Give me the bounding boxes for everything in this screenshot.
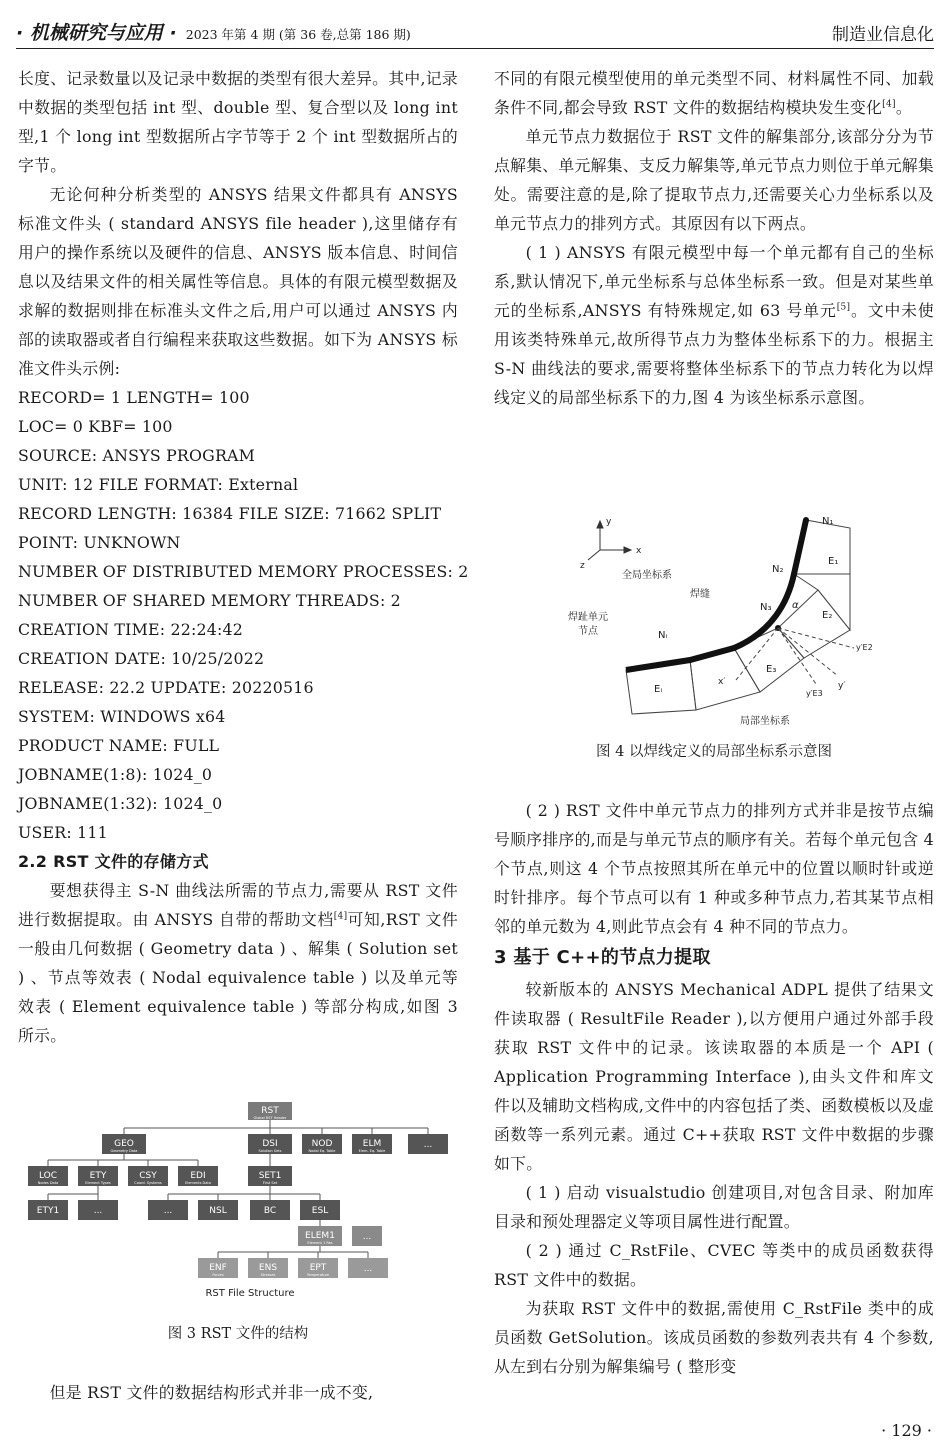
node-label: NSL xyxy=(209,1206,227,1216)
label-y-e3: y′E3 xyxy=(806,689,823,698)
label-e1: E₁ xyxy=(828,556,839,567)
label-toe-element: 焊趾单元 xyxy=(568,612,608,623)
node-more-top xyxy=(408,1134,448,1154)
node-label: ESL xyxy=(311,1206,329,1216)
label-ei: Eᵢ xyxy=(654,684,663,695)
node-label: ELEM1 xyxy=(305,1231,335,1241)
header-rule xyxy=(16,48,934,49)
section-heading-3: 3 基于 C++的节点力提取 xyxy=(494,947,711,968)
label-weld: 焊缝 xyxy=(690,589,710,600)
header-line: UNIT: 12 FILE FORMAT: External xyxy=(18,475,299,494)
label-y-e2: y′E2 xyxy=(856,643,873,652)
node-label: ENF xyxy=(209,1263,227,1273)
paragraph xyxy=(18,876,458,1050)
figure-4-local-coordinate-system xyxy=(560,510,890,735)
header-line: SYSTEM: WINDOWS x64 xyxy=(18,707,226,726)
text-run: 要想获得主 S-N 曲线法所需的节点力,需要从 RST 文件进行数据提取。由 ANSYS 自带的帮助文档 xyxy=(18,881,458,929)
paragraph: ( 2 ) RST 文件中单元节点力的排列方式并非是按节点编号顺序排序的,而是与单元节点的顺序有关。若每个单元包含 4 个节点,则这 4 个节点按照其所在单元中的位置以顺时针或逆时针排序。每个节点可以有 1 种或多种节点力,若其某节点相邻的单元数为 4,则此节点会有 4 种不同的节点力。 xyxy=(494,801,934,936)
local-cs-label: 局部坐标系 xyxy=(740,716,790,727)
label-n1: N₁ xyxy=(822,516,834,527)
node-rst xyxy=(248,1102,292,1120)
header-left xyxy=(16,18,411,45)
right-column xyxy=(494,64,934,412)
weld-line xyxy=(626,520,806,670)
node-label: ENS xyxy=(258,1263,278,1273)
label-x-prime: x′ xyxy=(718,677,726,687)
label-toe-node: 节点 xyxy=(578,626,598,637)
node-sublabel: Solution Sets xyxy=(258,1149,282,1153)
paragraph: ( 1 ) 启动 visualstudio 创建项目,对包含目录、附加库目录和预处理器定义等项目属性进行配置。 xyxy=(494,1183,934,1231)
header-line: PRODUCT NAME: FULL xyxy=(18,736,220,755)
section-category: 制造业信息化 xyxy=(832,25,934,45)
figure-3-rst-structure xyxy=(18,1100,458,1300)
label-e2: E₂ xyxy=(822,610,833,621)
node-set1 xyxy=(248,1166,292,1186)
node-nsl xyxy=(198,1200,238,1220)
header-line: SOURCE: ANSYS PROGRAM xyxy=(18,446,256,465)
header-line: RECORD LENGTH: 16384 FILE SIZE: 71662 SPLIT xyxy=(18,504,442,523)
node-ety1 xyxy=(28,1200,68,1220)
node-label: SET1 xyxy=(258,1171,282,1181)
node-ept xyxy=(298,1258,338,1278)
node-csy xyxy=(128,1166,168,1186)
node-more-res xyxy=(348,1258,388,1278)
node-label: ETY xyxy=(89,1171,107,1181)
header-line: RELEASE: 22.2 UPDATE: 20220516 xyxy=(18,678,314,697)
header-line: RECORD= 1 LENGTH= 100 xyxy=(18,388,250,407)
paragraph xyxy=(494,64,934,122)
global-cs-label: 全局坐标系 xyxy=(622,570,672,581)
label-n3: N₃ xyxy=(760,602,772,613)
header-line: CREATION DATE: 10/25/2022 xyxy=(18,649,265,668)
paragraph: 长度、记录数量以及记录中数据的类型有很大差异。其中,记录中数据的类型包括 int 型、double 型、复合型以及 long int 型,1 个 long int 型数据所占字节等于 2 个 int 型数据所占的字节。 xyxy=(18,69,458,175)
axis-y-label: y xyxy=(606,517,612,527)
node-label: DSI xyxy=(262,1139,278,1149)
paragraph: 为获取 RST 文件中的数据,需使用 C_RstFile 类中的成员函数 GetSolution。该成员函数的参数列表共有 4 个参数,从左到右分别为解集编号 ( 整形变 xyxy=(494,1299,934,1376)
label-y-prime: y′ xyxy=(838,681,846,691)
node-more-ety xyxy=(78,1200,118,1220)
node-sublabel: Nodes Data xyxy=(37,1181,59,1185)
node-label: ... xyxy=(423,1140,433,1150)
node-label: RST xyxy=(261,1106,279,1116)
node-ens xyxy=(248,1258,288,1278)
figure-4-caption: 图 4 以焊线定义的局部坐标系示意图 xyxy=(596,744,832,760)
node-sublabel: Temperature xyxy=(306,1273,330,1277)
citation: [4] xyxy=(882,99,896,110)
node-sublabel: Geometry Data xyxy=(110,1149,138,1153)
citation: [5] xyxy=(836,302,851,313)
text-run: 可知,RST 文件一般由几何数据 ( Geometry data ) 、解集 ( Solution set ) 、节点等效表 ( Nodal equivalence table ) 以及单元等效表 ( Element equivalence table ) 等部分构成,如图 3 所示。 xyxy=(18,910,458,1045)
header-line: JOBNAME(1:8): 1024_0 xyxy=(18,765,213,784)
axis-x-label: x xyxy=(636,546,642,556)
node-label: CSY xyxy=(139,1171,157,1181)
node-label: ... xyxy=(362,1232,372,1242)
file-header-example xyxy=(18,383,469,847)
journal-name: · 机械研究与应用 · xyxy=(16,22,177,44)
header-line: NUMBER OF DISTRIBUTED MEMORY PROCESSES: 2 xyxy=(18,562,469,581)
node-nod xyxy=(302,1134,342,1154)
node-sublabel: Forces xyxy=(212,1273,224,1277)
header-line: JOBNAME(1:32): 1024_0 xyxy=(18,794,223,813)
paragraph: 但是 RST 文件的数据结构形式并非一成不变, xyxy=(49,1383,374,1402)
node-sublabel: Stresses xyxy=(260,1273,276,1277)
header-line: USER: 111 xyxy=(18,823,108,842)
node-label: EDI xyxy=(190,1171,206,1181)
node-label: ETY1 xyxy=(36,1206,60,1216)
label-ni: Nᵢ xyxy=(658,630,668,641)
node-edi xyxy=(178,1166,218,1186)
issue-info: 2023 年第 4 期 (第 36 卷,总第 186 期) xyxy=(185,27,411,42)
page-number: · 129 · xyxy=(881,1421,932,1440)
node-label: NOD xyxy=(311,1139,333,1149)
citation: [4] xyxy=(333,911,348,922)
header-line: LOC= 0 KBF= 100 xyxy=(18,417,173,436)
node-label: GEO xyxy=(114,1139,134,1149)
left-column-tail xyxy=(18,1378,458,1407)
node-bc xyxy=(250,1200,290,1220)
figure-3-caption: 图 3 RST 文件的结构 xyxy=(167,1326,309,1342)
header-line: NUMBER OF SHARED MEMORY THREADS: 2 xyxy=(18,591,401,610)
node-sublabel: Global RST Header xyxy=(253,1116,287,1120)
left-column xyxy=(18,64,469,1050)
paragraph: 无论何种分析类型的 ANSYS 结果文件都具有 ANSYS 标准文件头 ( standard ANSYS file header ),这里储存有用户的操作系统以及硬件的信息、ANSYS 版本信息、时间信息以及结果文件的相关属性等信息。具体的有限元模型数据及求解的数据则排在标准头文件之后,用户可以通过 ANSYS 内部的读取器或者自行编程来获取这些数据。如下为 ANSYS 标准文件头示例: xyxy=(18,185,458,378)
node-geo xyxy=(102,1134,146,1154)
node-loc xyxy=(28,1166,68,1186)
node-label: BC xyxy=(263,1206,277,1216)
node-elm xyxy=(352,1134,392,1154)
node-label: LOC xyxy=(38,1171,58,1181)
header-line: POINT: UNKNOWN xyxy=(18,533,181,552)
node-label: ELM xyxy=(362,1139,382,1149)
node-label: EPT xyxy=(309,1263,327,1273)
node-more-set xyxy=(148,1200,188,1220)
text-run: 。文中未使用该类特殊单元,故所得节点力为整体坐标系下的力。根据主 S-N 曲线法的要求,需要将整体坐标系下的节点力转化为以焊线定义的局部坐标系下的力,图 4 为该坐标系示意图。 xyxy=(494,301,934,407)
node-sublabel: Element Types xyxy=(85,1181,111,1185)
node-more-elem xyxy=(352,1226,382,1246)
text-run: 。 xyxy=(895,98,912,117)
node-ety xyxy=(78,1166,118,1186)
label-alpha: α xyxy=(792,600,799,611)
right-column-continued xyxy=(494,796,934,1381)
paragraph: 单元节点力数据位于 RST 文件的解集部分,该部分分为节点解集、单元解集、支反力解集等,单元节点力则位于单元解集处。需要注意的是,除了提取节点力,还需要关心力坐标系以及单元节点力的排列方式。其原因有以下两点。 xyxy=(494,127,934,233)
node-sublabel: Coord. Systems xyxy=(134,1181,162,1185)
paragraph xyxy=(494,238,934,412)
text-run: 不同的有限元模型使用的单元类型不同、材料属性不同、加载条件不同,都会导致 RST 文件的数据结构模块发生变化 xyxy=(494,69,934,117)
header-line: CREATION TIME: 22:24:42 xyxy=(18,620,244,639)
axis-z-label: z xyxy=(580,561,585,571)
node-sublabel: Nodal Eq. Table xyxy=(308,1149,336,1153)
text-run: ( 1 ) ANSYS 有限元模型中每一个单元都有自己的坐标系,默认情况下,单元坐标系与总体坐标系一致。但是对某些单元的坐标系,ANSYS 有特殊规定,如 63 号单元 xyxy=(494,243,934,320)
node-sublabel: Element 1 Res xyxy=(307,1241,333,1245)
figure-3-title: RST File Structure xyxy=(205,1288,295,1299)
node-sublabel: First Set xyxy=(262,1181,278,1185)
paragraph: 较新版本的 ANSYS Mechanical ADPL 提供了结果文件读取器 ( ResultFile Reader ),以方便用户通过外部手段获取 RST 文件中的记录。该读取器的本质是一个 API ( Application Programming Interface ),由头文件和库文件以及辅助文档构成,文件中的内容包括了类、函数模板以及虚函数等一系列元素。通过 C++获取 RST 文件中数据的步骤如下。 xyxy=(494,980,934,1173)
node-dsi xyxy=(248,1134,292,1154)
node-elem1 xyxy=(298,1226,342,1246)
paragraph: ( 2 ) 通过 C_RstFile、CVEC 等类中的成员函数获得 RST 文件中的数据。 xyxy=(494,1241,934,1289)
label-n2: N₂ xyxy=(772,564,784,575)
node-label: ... xyxy=(163,1206,173,1216)
running-header xyxy=(16,14,934,48)
node-label: ... xyxy=(363,1264,373,1274)
node-sublabel: Elem. Eq. Table xyxy=(358,1149,386,1153)
node-label: ... xyxy=(93,1206,103,1216)
node-enf xyxy=(198,1258,238,1278)
section-heading-2-2: 2.2 RST 文件的存储方式 xyxy=(18,852,209,871)
node-sublabel: Elements Data xyxy=(185,1181,211,1185)
label-e3: E₃ xyxy=(766,664,777,675)
node-esl xyxy=(300,1200,340,1220)
